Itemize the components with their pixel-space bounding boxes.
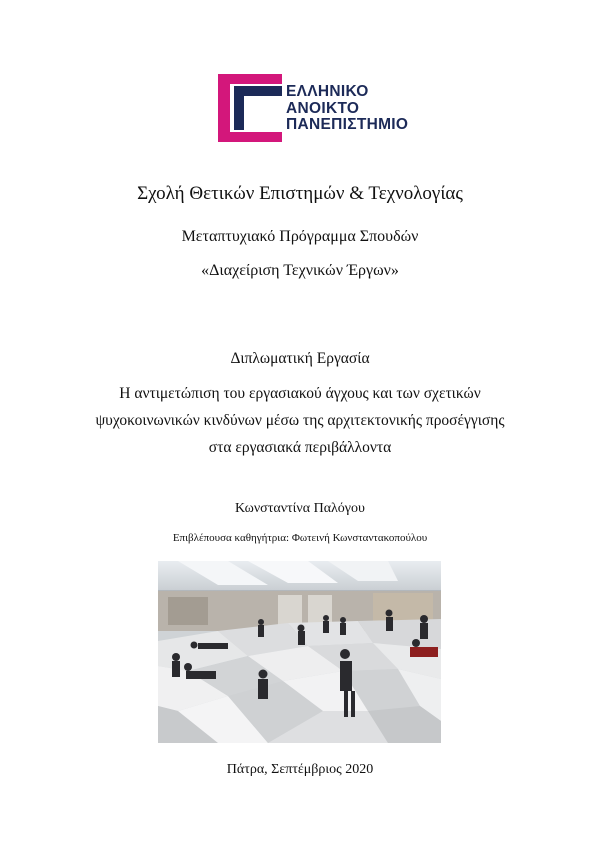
supervisor: Επιβλέπουσα καθηγήτρια: Φωτεινή Κωνσταντακοπούλου	[172, 532, 428, 544]
thesis-title-line-3: στα εργασιακά περιβάλλοντα	[208, 439, 392, 456]
logo-emblem-icon	[216, 70, 286, 142]
logo-line-3: ΠΑΝΕΠΙΣΤΗΜΙΟ	[286, 116, 409, 133]
course-name: «Διαχείριση Τεχνικών Έργων»	[201, 262, 399, 279]
thesis-type: Διπλωματική Εργασία	[230, 350, 370, 367]
thesis-title-line-1: Η αντιμετώπιση του εργασιακού άγχους και των σχετικών	[119, 385, 481, 402]
place-date: Πάτρα, Σεπτέμβριος 2020	[226, 762, 374, 777]
logo-line-2: ΑΝΟΙΚΤΟ	[286, 99, 360, 117]
thesis-title	[0, 380, 600, 461]
program-name: Μεταπτυχιακό Πρόγραμμα Σπουδών	[181, 228, 419, 245]
office-photo	[158, 561, 441, 743]
thesis-title-line-2: ψυχοκοινωνικών κινδύνων μέσω της αρχιτεκτονικής προσέγγισης	[95, 412, 505, 429]
author-name: Κωνσταντίνα Παλόγου	[235, 501, 365, 516]
logo-line-1: ΕΛΛΗΝΙΚΟ	[286, 83, 369, 100]
school-name: Σχολή Θετικών Επιστημών & Τεχνολογίας	[137, 183, 463, 204]
logo-text	[286, 84, 408, 134]
university-logo	[216, 70, 416, 142]
